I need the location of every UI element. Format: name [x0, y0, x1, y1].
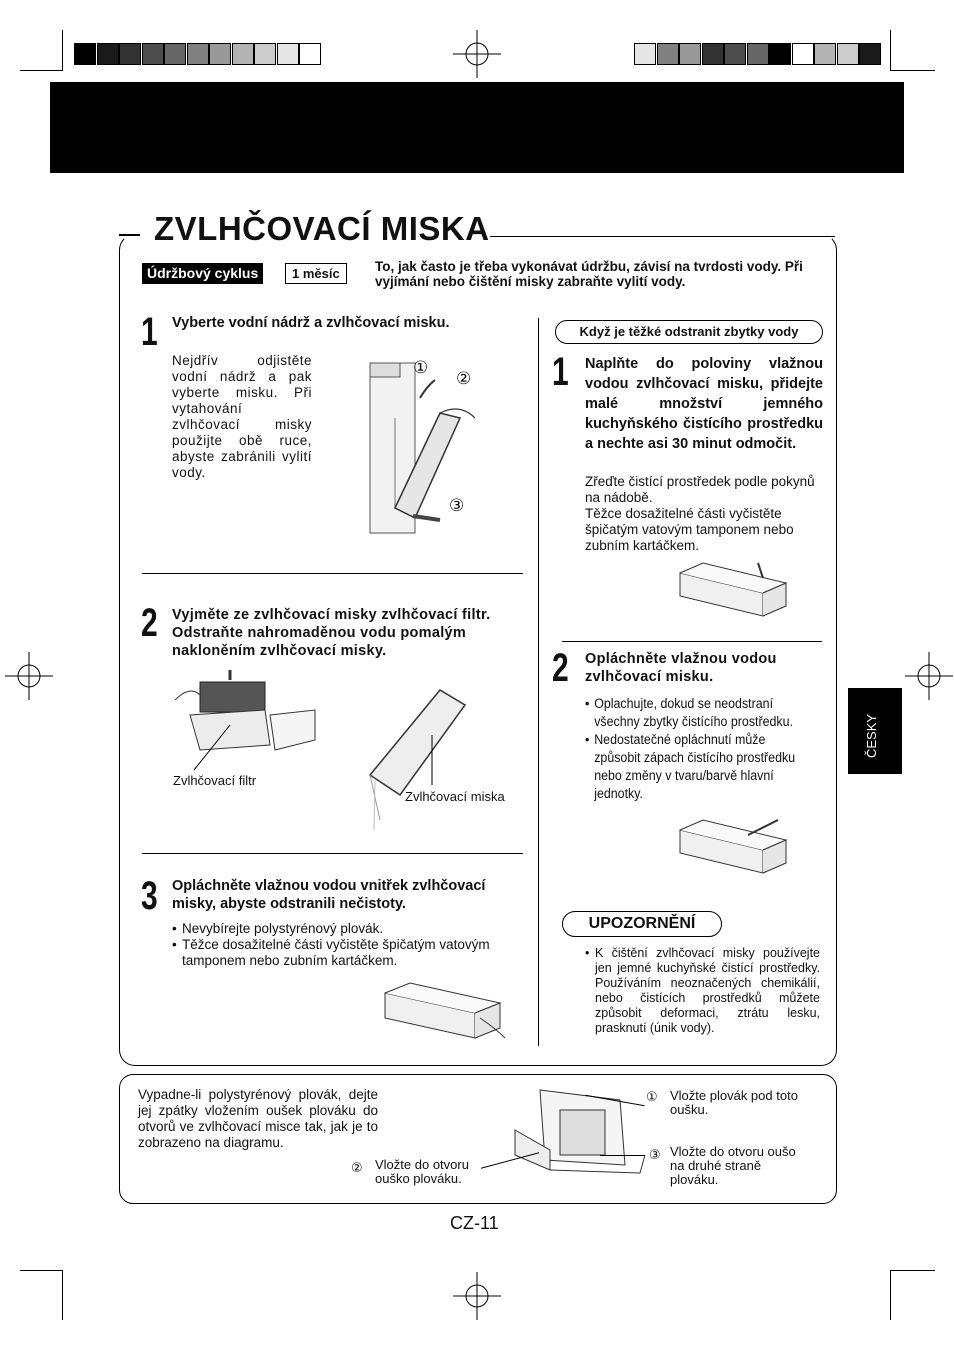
note-2-number: ② [351, 1160, 363, 1175]
color-swatch [209, 43, 231, 65]
tray-tilting-illustration [360, 680, 490, 830]
float-insertion-illustration [510, 1085, 650, 1180]
step-body: Zřeďte čistící prostředek podle pokynů na nádobě. [585, 474, 815, 505]
step-body: Těžce dosažitelné části vyčistěte špičatým vatovým tamponem nebo zubním kartáčkem. [585, 506, 794, 553]
color-swatch [837, 43, 859, 65]
mark-2: ② [456, 369, 472, 388]
color-swatch [142, 43, 164, 65]
rinse-tray-illustration [380, 978, 510, 1048]
crop-mark [890, 1270, 891, 1320]
color-swatch [299, 43, 321, 65]
color-swatch [769, 43, 791, 65]
bullet-item: • Nedostatečné opláchnutí může způsobit zápach čistícího prostředku nebo změny v tvaru/barvě hlavní jednotky. [585, 731, 798, 803]
mark-1: ① [413, 358, 429, 377]
page-title: ZVLHČOVACÍ MISKA [154, 210, 490, 247]
color-swatch [232, 43, 254, 65]
registration-mark-right [905, 652, 953, 700]
step-number: 1 [552, 350, 569, 394]
color-swatch [277, 43, 299, 65]
language-tab [848, 688, 902, 774]
rinse-tap-illustration [678, 815, 788, 877]
maintenance-label: Údržbový cyklus [142, 263, 263, 284]
step-number: 2 [552, 646, 569, 690]
step-bullets [585, 695, 798, 803]
mark-3: ③ [449, 496, 465, 515]
bullet-item: • Těžce dosažitelné části vyčistěte špičatým vatovým tamponem nebo zubním kartáčkem. [172, 937, 512, 969]
step-title: Vyberte vodní nádrž a zvlhčovací misku. [172, 315, 450, 331]
color-swatch [792, 43, 814, 65]
color-swatch [702, 43, 724, 65]
bullet-item: • Oplachujte, dokud se neodstraní všechny zbytky čistícího prostředku. [585, 695, 798, 731]
step-bullets [172, 921, 512, 969]
divider [562, 641, 822, 642]
registration-mark-bottom [453, 1272, 501, 1320]
soak-tray-illustration [678, 558, 788, 620]
hint-header: Když je těžké odstranit zbytky vody [555, 320, 823, 344]
color-swatch [747, 43, 769, 65]
step-title: Opláchněte vlažnou vodou vnitřek zvlhčovací misky, abyste odstranili nečistoty. [172, 878, 486, 912]
note-1-number: ① [646, 1089, 658, 1104]
page-number: CZ-11 [450, 1213, 499, 1233]
registration-mark-left [5, 652, 53, 700]
caution-text [585, 946, 820, 1036]
crop-mark [890, 70, 935, 71]
unit-removal-illustration [365, 358, 505, 538]
language-label: ČESKY [864, 713, 879, 758]
leader-line [600, 1155, 645, 1156]
tray-caption: Zvlhčovací miska [405, 789, 505, 804]
note-2: Vložte do otvoru ouško plováku. [375, 1157, 469, 1186]
color-swatch [97, 43, 119, 65]
color-swatch [254, 43, 276, 65]
crop-mark [890, 1270, 935, 1271]
step-body: Nejdřív odjistěte vodní nádrž a pak vyberte misku. Při vytahování zvlhčovací misky použijte obě ruce, abyste zabránili vylití vody. [172, 353, 312, 480]
crop-mark [62, 30, 63, 70]
note-1: Vložte plovák pod toto oušku. [670, 1088, 798, 1117]
caution-header: UPOZORNĚNÍ [562, 911, 722, 937]
color-swatch [634, 43, 656, 65]
filter-caption: Zvlhčovací filtr [173, 773, 257, 788]
step-number: 1 [141, 310, 158, 354]
color-swatch [74, 43, 96, 65]
color-swatch [814, 43, 836, 65]
crop-mark [62, 1270, 63, 1320]
note-3: Vložte do otvoru oušo na druhé straně plováku. [670, 1144, 796, 1187]
color-swatch [187, 43, 209, 65]
color-swatch [657, 43, 679, 65]
crop-mark [20, 70, 63, 71]
bullet-item: • Nevybírejte polystyrénový plovák. [172, 921, 512, 937]
color-swatch [119, 43, 141, 65]
title-rule [490, 236, 835, 237]
maintenance-value: 1 měsíc [285, 263, 347, 284]
crop-mark [20, 1270, 63, 1271]
color-swatch [164, 43, 186, 65]
color-swatch [724, 43, 746, 65]
divider [142, 573, 523, 574]
step-title: Vyjměte ze zvlhčovací misky zvlhčovací filtr. Odstraňte nahromaděnou vodu pomalým nakloněním zvlhčovací misky. [172, 607, 491, 659]
step-number: 2 [141, 601, 158, 645]
divider [142, 853, 523, 854]
intro-text: To, jak často je třeba vykonávat údržbu, závisí na tvrdosti vody. Při vyjímání nebo čištění misky zabraňte vylití vody. [375, 259, 803, 289]
step-number: 3 [141, 874, 158, 918]
note-3-number: ③ [649, 1147, 661, 1162]
filter-removal-illustration [170, 670, 320, 770]
column-divider [538, 318, 539, 1046]
step-title: Opláchněte vlažnou vodou zvlhčovací misku. [585, 651, 777, 685]
step-title: Naplňte do poloviny vlažnou vodou zvlhčovací misku, přidejte malé množství jemného kuchyňského čistícího prostředku a nechte asi 30 minut odmočit. [585, 356, 823, 452]
float-note-text: Vypadne-li polystyrénový plovák, dejte jej zpátky vložením oušek plováku do otvorů ve zvlhčovací misce tak, jak je to zobrazeno na diagramu. [138, 1087, 378, 1150]
caution-item: • K čištění zvlhčovací misky používejte jen jemné kuchyňské čistící prostředky. Používáním neoznačených chemikálií, nebo čistících prostředků můžete způsobit deformaci, ztrátu lesku, prasknutí (únik vody). [585, 946, 820, 1036]
color-swatch [679, 43, 701, 65]
registration-mark-top [453, 30, 501, 78]
header-bar [50, 82, 904, 173]
color-swatch [859, 43, 881, 65]
crop-mark [890, 30, 891, 70]
